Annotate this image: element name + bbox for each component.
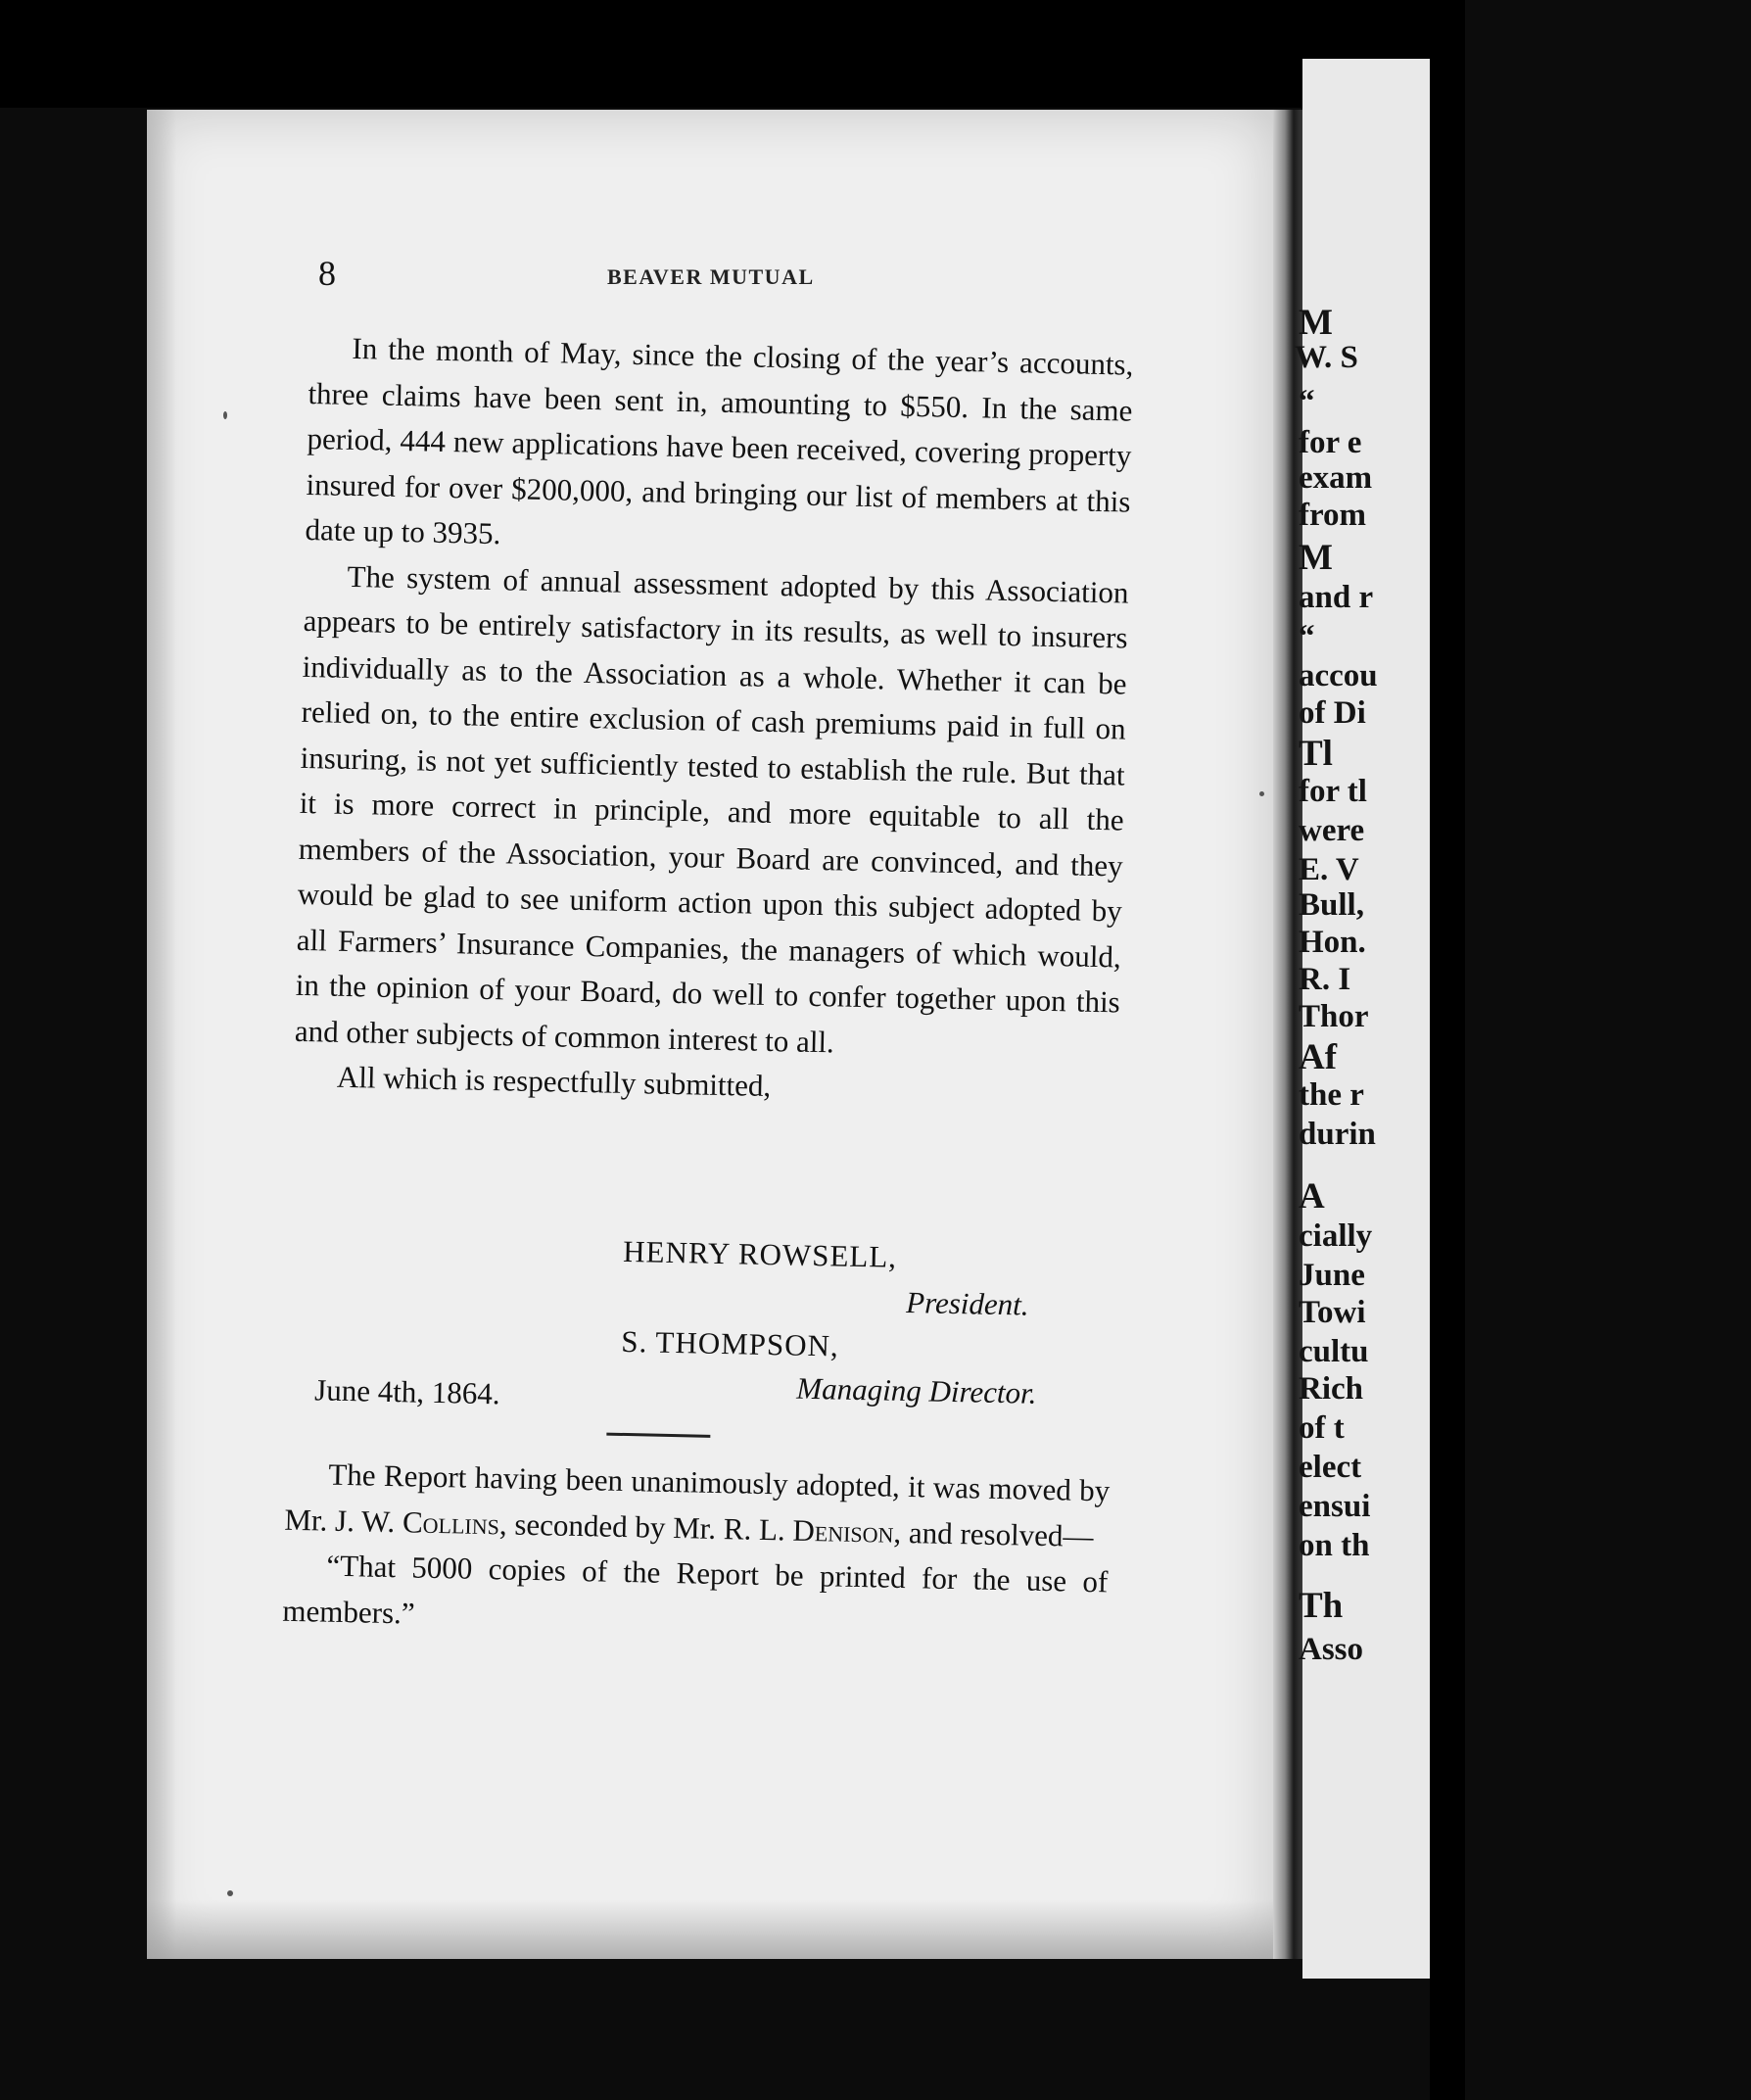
facing-page-line: A xyxy=(1299,1176,1325,1217)
facing-page-line: cially xyxy=(1299,1218,1373,1254)
facing-page-line: ensui xyxy=(1299,1489,1371,1524)
paper-speck xyxy=(223,411,227,419)
facing-page-line: elect xyxy=(1299,1450,1362,1485)
facing-page-line: Rich xyxy=(1299,1371,1363,1407)
page-header xyxy=(318,253,1121,296)
facing-page-line: E. V xyxy=(1299,852,1359,887)
resolution-quote: “That 5000 copies of the Report be printed for the use of members.” xyxy=(282,1548,1109,1631)
resolution-intro-2: , seconded by Mr. R. L. xyxy=(498,1505,793,1548)
facing-page-line: cultu xyxy=(1299,1334,1369,1369)
facing-page-line: June xyxy=(1299,1258,1365,1293)
facing-page-line: and r xyxy=(1299,580,1374,615)
report-date: June 4th, 1864. xyxy=(313,1372,501,1411)
signature-name-president: HENRY ROWSELL, xyxy=(622,1233,898,1274)
signature-name-director: S. THOMPSON, xyxy=(620,1323,840,1363)
mover-name: Collins xyxy=(402,1503,500,1541)
page-number: 8 xyxy=(318,254,336,293)
signature-title-director: Managing Director. xyxy=(796,1370,1037,1410)
facing-page-line: accou xyxy=(1299,658,1378,693)
facing-page-line: the r xyxy=(1299,1077,1364,1113)
facing-page-line: W. S xyxy=(1295,340,1358,375)
facing-page-line: from xyxy=(1299,498,1367,533)
facing-page-line: M xyxy=(1299,303,1333,343)
resolution-intro-1: The Report having been unanimously adopted, it was moved by Mr. J. W. xyxy=(284,1456,1111,1539)
page-bottom-shadow xyxy=(147,1900,1273,1959)
scan-top-border xyxy=(0,0,1465,108)
facing-page-line: R. I xyxy=(1299,962,1351,997)
facing-page-line: Asso xyxy=(1299,1632,1364,1667)
facing-page-line: durin xyxy=(1299,1117,1376,1152)
resolution-block xyxy=(282,1452,1111,1651)
paragraph-submitted: All which is respectfully submitted, xyxy=(336,1059,772,1104)
facing-page-line: “ xyxy=(1299,619,1315,654)
facing-page-line: of Di xyxy=(1299,695,1366,731)
page-body xyxy=(282,325,1134,1631)
facing-page-line: for tl xyxy=(1299,774,1367,809)
signature-title-president: President. xyxy=(905,1284,1030,1322)
paragraph-claims: In the month of May, since the closing of the year’s accounts, three claims have been sent in, amounting to $550. In the same period, 444 new applications have been received, covering property insured for over $200,000, and bringing our list of members at this date up to 3935. xyxy=(305,330,1134,551)
facing-page-line: exam xyxy=(1299,460,1373,496)
running-head: BEAVER MUTUAL xyxy=(607,264,815,289)
facing-page-line: for e xyxy=(1299,425,1362,460)
facing-page-line: Towi xyxy=(1299,1295,1366,1330)
scan-right-border xyxy=(1430,0,1465,2100)
resolution-paragraph xyxy=(284,1452,1111,1560)
paragraph-assessment: The system of annual assessment adopted by this Association appears to be entirely satisfactory in its results, as well to insurers individually as to the Association as a whole. Whether it can be relied on, to the entire exclusion of cash premiums paid in full on insuring, is not yet sufficiently tested to establish the rule. But that it is more correct in principle, and more equitable to all the members of the Association, your Board are convinced, and they would be glad to see uniform action upon this subject adopted by all Farmers’ Insurance Companies, the managers of which would, in the opinion of your Board, do well to confer together upon this and other subjects of common interest to all. xyxy=(294,558,1129,1059)
seconder-name: Denison xyxy=(792,1512,894,1550)
facing-page-line: M xyxy=(1299,538,1333,578)
facing-page-line: of t xyxy=(1299,1410,1345,1446)
facing-page-line: Thor xyxy=(1299,999,1369,1034)
facing-page xyxy=(1295,59,1430,1979)
resolution-intro-3: , and resolved— xyxy=(893,1514,1094,1553)
paper-speck xyxy=(1259,791,1264,796)
facing-page-line: were xyxy=(1299,813,1365,848)
paper-speck xyxy=(227,1890,233,1896)
facing-page-line: on th xyxy=(1299,1528,1370,1563)
facing-page-line: Af xyxy=(1299,1037,1338,1077)
facing-page-line: Th xyxy=(1299,1586,1344,1626)
facing-page-line: Bull, xyxy=(1299,887,1364,923)
facing-page-line: “ xyxy=(1299,384,1315,419)
facing-page-line: Tl xyxy=(1299,734,1333,774)
facing-page-line: Hon. xyxy=(1299,925,1366,960)
page-edge-shadow xyxy=(147,110,176,1959)
